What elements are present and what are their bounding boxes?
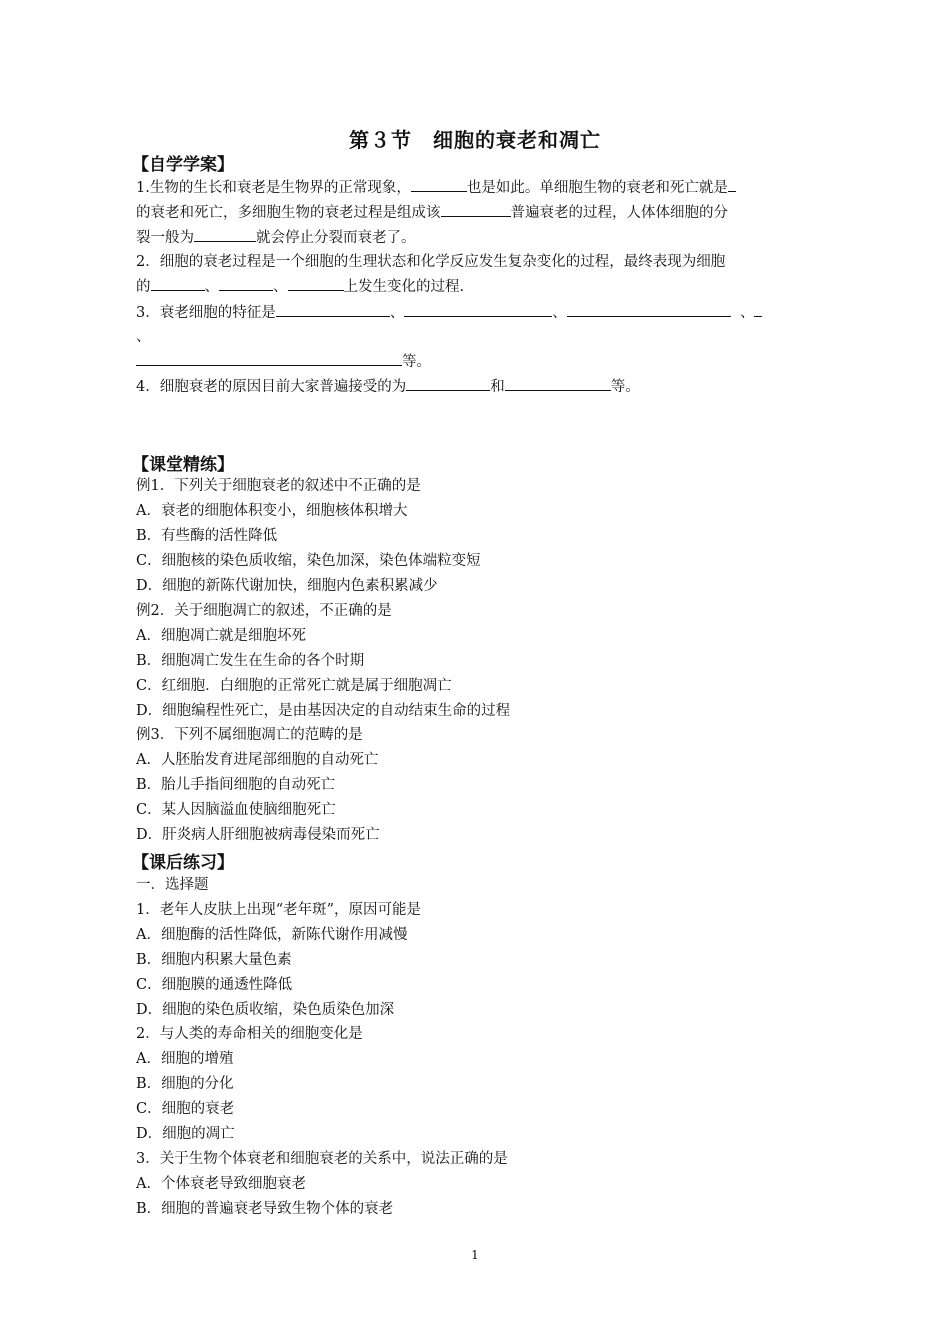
blank: [728, 177, 736, 192]
q1-text-part1: 1.生物的生长和衰老是生物界的正常现象，: [136, 180, 411, 196]
q3-separator: 、: [739, 305, 755, 321]
q3-separator: 、: [389, 305, 405, 321]
q1-text-part3: 的衰老和死亡，多细胞生物的衰老过程是组成该: [136, 205, 441, 221]
self-study-q1-line2: [136, 202, 728, 223]
blank: [567, 302, 731, 317]
list-item: D．细胞的新陈代谢加快，细胞内色素积累减少: [136, 578, 438, 594]
list-item: A．个体衰老导致细胞衰老: [136, 1176, 306, 1192]
self-study-q1-line1: [136, 177, 736, 198]
q1-text-part5: 裂一般为: [136, 230, 194, 246]
q2-text-part2: 上发生变化的过程.: [343, 279, 465, 295]
list-item: 1．老年人皮肤上出现“老年斑”，原因可能是: [136, 902, 422, 918]
list-item: C．细胞核的染色质收缩，染色加深，染色体端粒变短: [136, 553, 481, 569]
self-study-q3-line2: 、: [136, 329, 151, 345]
blank: [505, 376, 611, 391]
q1-text-part4: 普遍衰老的过程，人体体细胞的分: [510, 205, 728, 221]
q2-separator: 、: [273, 279, 288, 295]
list-item: D．细胞编程性死亡，是由基因决定的自动结束生命的过程: [136, 703, 511, 719]
list-item: 3．关于生物个体衰老和细胞衰老的关系中，说法正确的是: [136, 1151, 508, 1167]
list-item: B．胎儿手指间细胞的自动死亡: [136, 777, 336, 793]
q2-text-part1: 的: [136, 279, 151, 295]
self-study-q4: [136, 376, 640, 397]
q3-separator: 、: [552, 305, 567, 321]
self-study-q2-line1: 2．细胞的衰老过程是一个细胞的生理状态和化学反应发生复杂变化的过程，最终表现为细胞: [136, 254, 726, 270]
q4-text-part1: 4．细胞衰老的原因目前大家普遍接受的为: [136, 379, 407, 395]
list-item: 例3．下列不属细胞凋亡的范畴的是: [136, 727, 363, 743]
q4-text-part2: 和: [490, 379, 505, 395]
list-item: A．细胞凋亡就是细胞坏死: [136, 628, 306, 644]
blank: [288, 276, 344, 291]
list-item: B．细胞凋亡发生在生命的各个时期: [136, 653, 365, 669]
blank: [754, 302, 762, 317]
q1-text-part6: 就会停止分裂而衰老了。: [256, 230, 416, 246]
list-item: 例2．关于细胞凋亡的叙述，不正确的是: [136, 603, 392, 619]
blank: [151, 276, 205, 291]
section-self-study-heading: 【自学学案】: [132, 155, 234, 175]
list-item: B．细胞的普遍衰老导致生物个体的衰老: [136, 1201, 394, 1217]
list-item: D．肝炎病人肝细胞被病毒侵染而死亡: [136, 827, 380, 843]
self-study-q2-line2: [136, 276, 464, 297]
list-item: A．细胞酶的活性降低，新陈代谢作用减慢: [136, 927, 408, 943]
blank: [219, 276, 273, 291]
list-item: 例1．下列关于细胞衰老的叙述中不正确的是: [136, 478, 421, 494]
list-item: A．衰老的细胞体积变小，细胞核体积增大: [136, 503, 408, 519]
self-study-q1-line3: [136, 227, 416, 248]
list-item: B．细胞的分化: [136, 1076, 234, 1092]
self-study-q3-line3: [136, 351, 431, 372]
page-title: 第３节 细胞的衰老和凋亡: [349, 128, 601, 152]
page-number: 1: [471, 1248, 479, 1262]
list-item: A．人胚胎发育进尾部细胞的自动死亡: [136, 752, 379, 768]
blank: [404, 302, 552, 317]
self-study-q3-line1: [136, 302, 762, 323]
blank: [441, 202, 511, 217]
section-after-class-heading: 【课后练习】: [132, 853, 234, 873]
q4-text-part3: 等。: [610, 379, 640, 395]
list-item: B．细胞内积累大量色素: [136, 952, 292, 968]
list-item: C．细胞的衰老: [136, 1101, 235, 1117]
q1-text-part2: 也是如此。单细胞生物的衰老和死亡就是: [466, 180, 728, 196]
list-item: 一．选择题: [136, 877, 209, 893]
list-item: D．细胞的染色质收缩，染色质染色加深: [136, 1002, 395, 1018]
list-item: B．有些酶的活性降低: [136, 528, 278, 544]
list-item: 2．与人类的寿命相关的细胞变化是: [136, 1026, 363, 1042]
q3-text-end: 等。: [402, 354, 431, 370]
list-item: C．某人因脑溢血使脑细胞死亡: [136, 802, 336, 818]
q2-separator: 、: [204, 279, 219, 295]
list-item: D．细胞的凋亡: [136, 1126, 235, 1142]
list-item: C．红细胞．白细胞的正常死亡就是属于细胞凋亡: [136, 678, 452, 694]
list-item: A．细胞的增殖: [136, 1051, 234, 1067]
blank: [276, 302, 390, 317]
blank: [406, 376, 490, 391]
q3-text-part1: 3．衰老细胞的特征是: [136, 305, 276, 321]
blank: [411, 177, 467, 192]
blank: [194, 227, 256, 242]
list-item: C．细胞膜的通透性降低: [136, 977, 293, 993]
section-class-practice-heading: 【课堂精练】: [132, 455, 234, 475]
blank: [136, 351, 402, 366]
